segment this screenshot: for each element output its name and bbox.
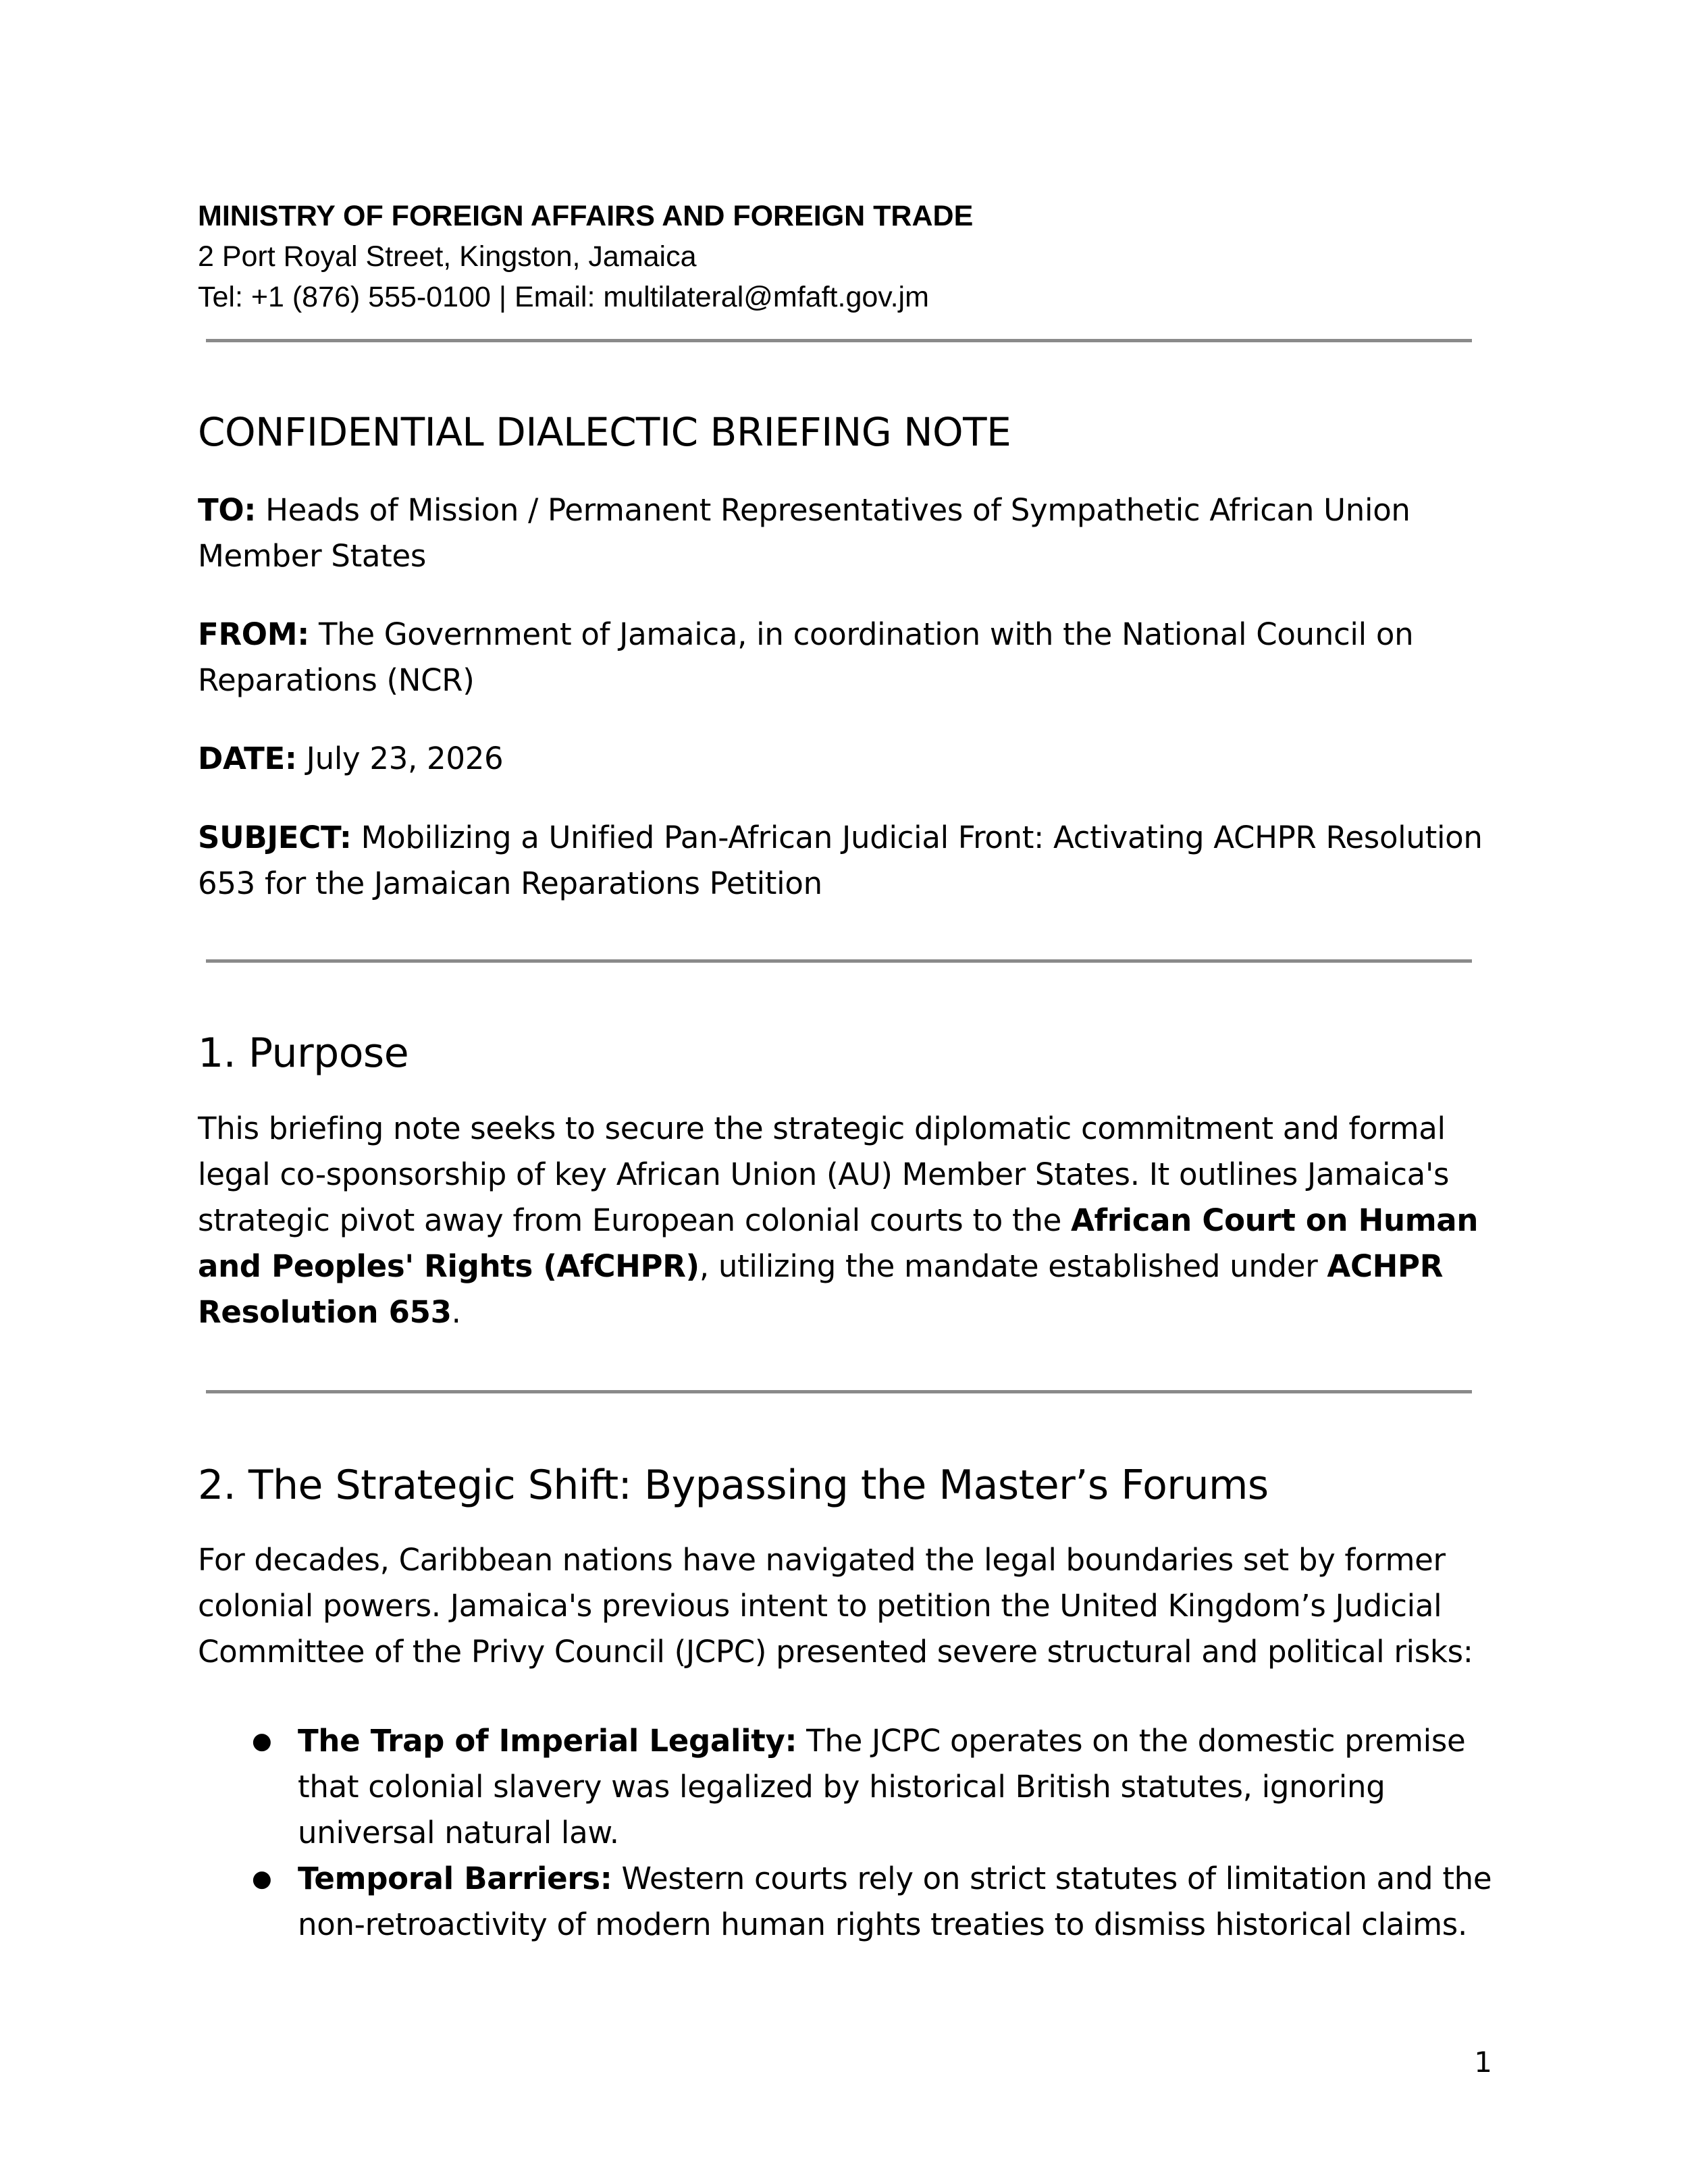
- date-field: [198, 736, 1494, 782]
- to-value: Heads of Mission / Permanent Representatives of Sympathetic African Union Member States: [198, 492, 1410, 574]
- section-heading-purpose: 1. Purpose: [198, 1030, 409, 1077]
- bullet-label: Temporal Barriers:: [298, 1861, 612, 1896]
- subject-label: SUBJECT:: [198, 820, 352, 855]
- paragraph-bold-text: African Court on Human and Peoples' Rights (AfCHPR): [198, 1202, 1479, 1284]
- letterhead: [198, 196, 1481, 317]
- list-item: [198, 1856, 1494, 1948]
- to-label: TO:: [198, 492, 257, 528]
- bullet-label: The Trap of Imperial Legality:: [298, 1723, 797, 1759]
- date-value: July 23, 2026: [306, 741, 504, 776]
- bullet-list: [198, 1718, 1494, 1948]
- letterhead-contact: Tel: +1 (876) 555-0100 | Email: multilateral@mfaft.gov.jm: [198, 281, 929, 313]
- to-field: [198, 487, 1494, 579]
- from-label: FROM:: [198, 616, 309, 652]
- horizontal-divider: [206, 959, 1472, 963]
- date-label: DATE:: [198, 741, 297, 776]
- paragraph-text: .: [451, 1294, 461, 1330]
- subject-field: [198, 815, 1494, 907]
- strategic-shift-paragraph: For decades, Caribbean nations have navigated the legal boundaries set by former colonial powers. Jamaica's previous intent to petition the United Kingdom’s Judicial Committee of the Privy Council (JCPC) presented severe structural and political risks:: [198, 1542, 1473, 1670]
- list-item: [198, 1718, 1494, 1856]
- purpose-paragraph: [198, 1106, 1494, 1335]
- paragraph-text: This briefing note seeks to secure the strategic diplomatic commitment and formal legal co-sponsorship of key African Union (AU) Member States. It outlines Jamaica's strategic pivot away from European colonial courts to the: [198, 1111, 1450, 1238]
- letterhead-organization: MINISTRY OF FOREIGN AFFAIRS AND FOREIGN TRADE: [198, 200, 974, 232]
- page-number: 1: [1474, 2046, 1492, 2079]
- bullet-icon: ●: [252, 1865, 272, 1892]
- bullet-text: The JCPC operates on the domestic premise that colonial slavery was legalized by historical British statutes, ignoring universal natural law.: [298, 1723, 1466, 1850]
- horizontal-divider: [206, 1390, 1472, 1393]
- paragraph-bold-text: ACHPR Resolution 653: [198, 1248, 1444, 1330]
- document-title: CONFIDENTIAL DIALECTIC BRIEFING NOTE: [198, 409, 1011, 455]
- from-field: [198, 612, 1494, 703]
- horizontal-divider: [206, 339, 1472, 342]
- paragraph-text: , utilizing the mandate established under: [699, 1248, 1327, 1284]
- bullet-text: Western courts rely on strict statutes of limitation and the non-retroactivity of modern human rights treaties to dismiss historical claims.: [298, 1861, 1492, 1942]
- bullet-icon: ●: [252, 1728, 272, 1755]
- from-value: The Government of Jamaica, in coordination with the National Council on Reparations (NCR): [198, 616, 1414, 698]
- subject-value: Mobilizing a Unified Pan-African Judicial Front: Activating ACHPR Resolution 653 for the Jamaican Reparations Petition: [198, 820, 1483, 901]
- section-heading-strategic-shift: 2. The Strategic Shift: Bypassing the Master’s Forums: [198, 1462, 1269, 1509]
- letterhead-address: 2 Port Royal Street, Kingston, Jamaica: [198, 240, 697, 273]
